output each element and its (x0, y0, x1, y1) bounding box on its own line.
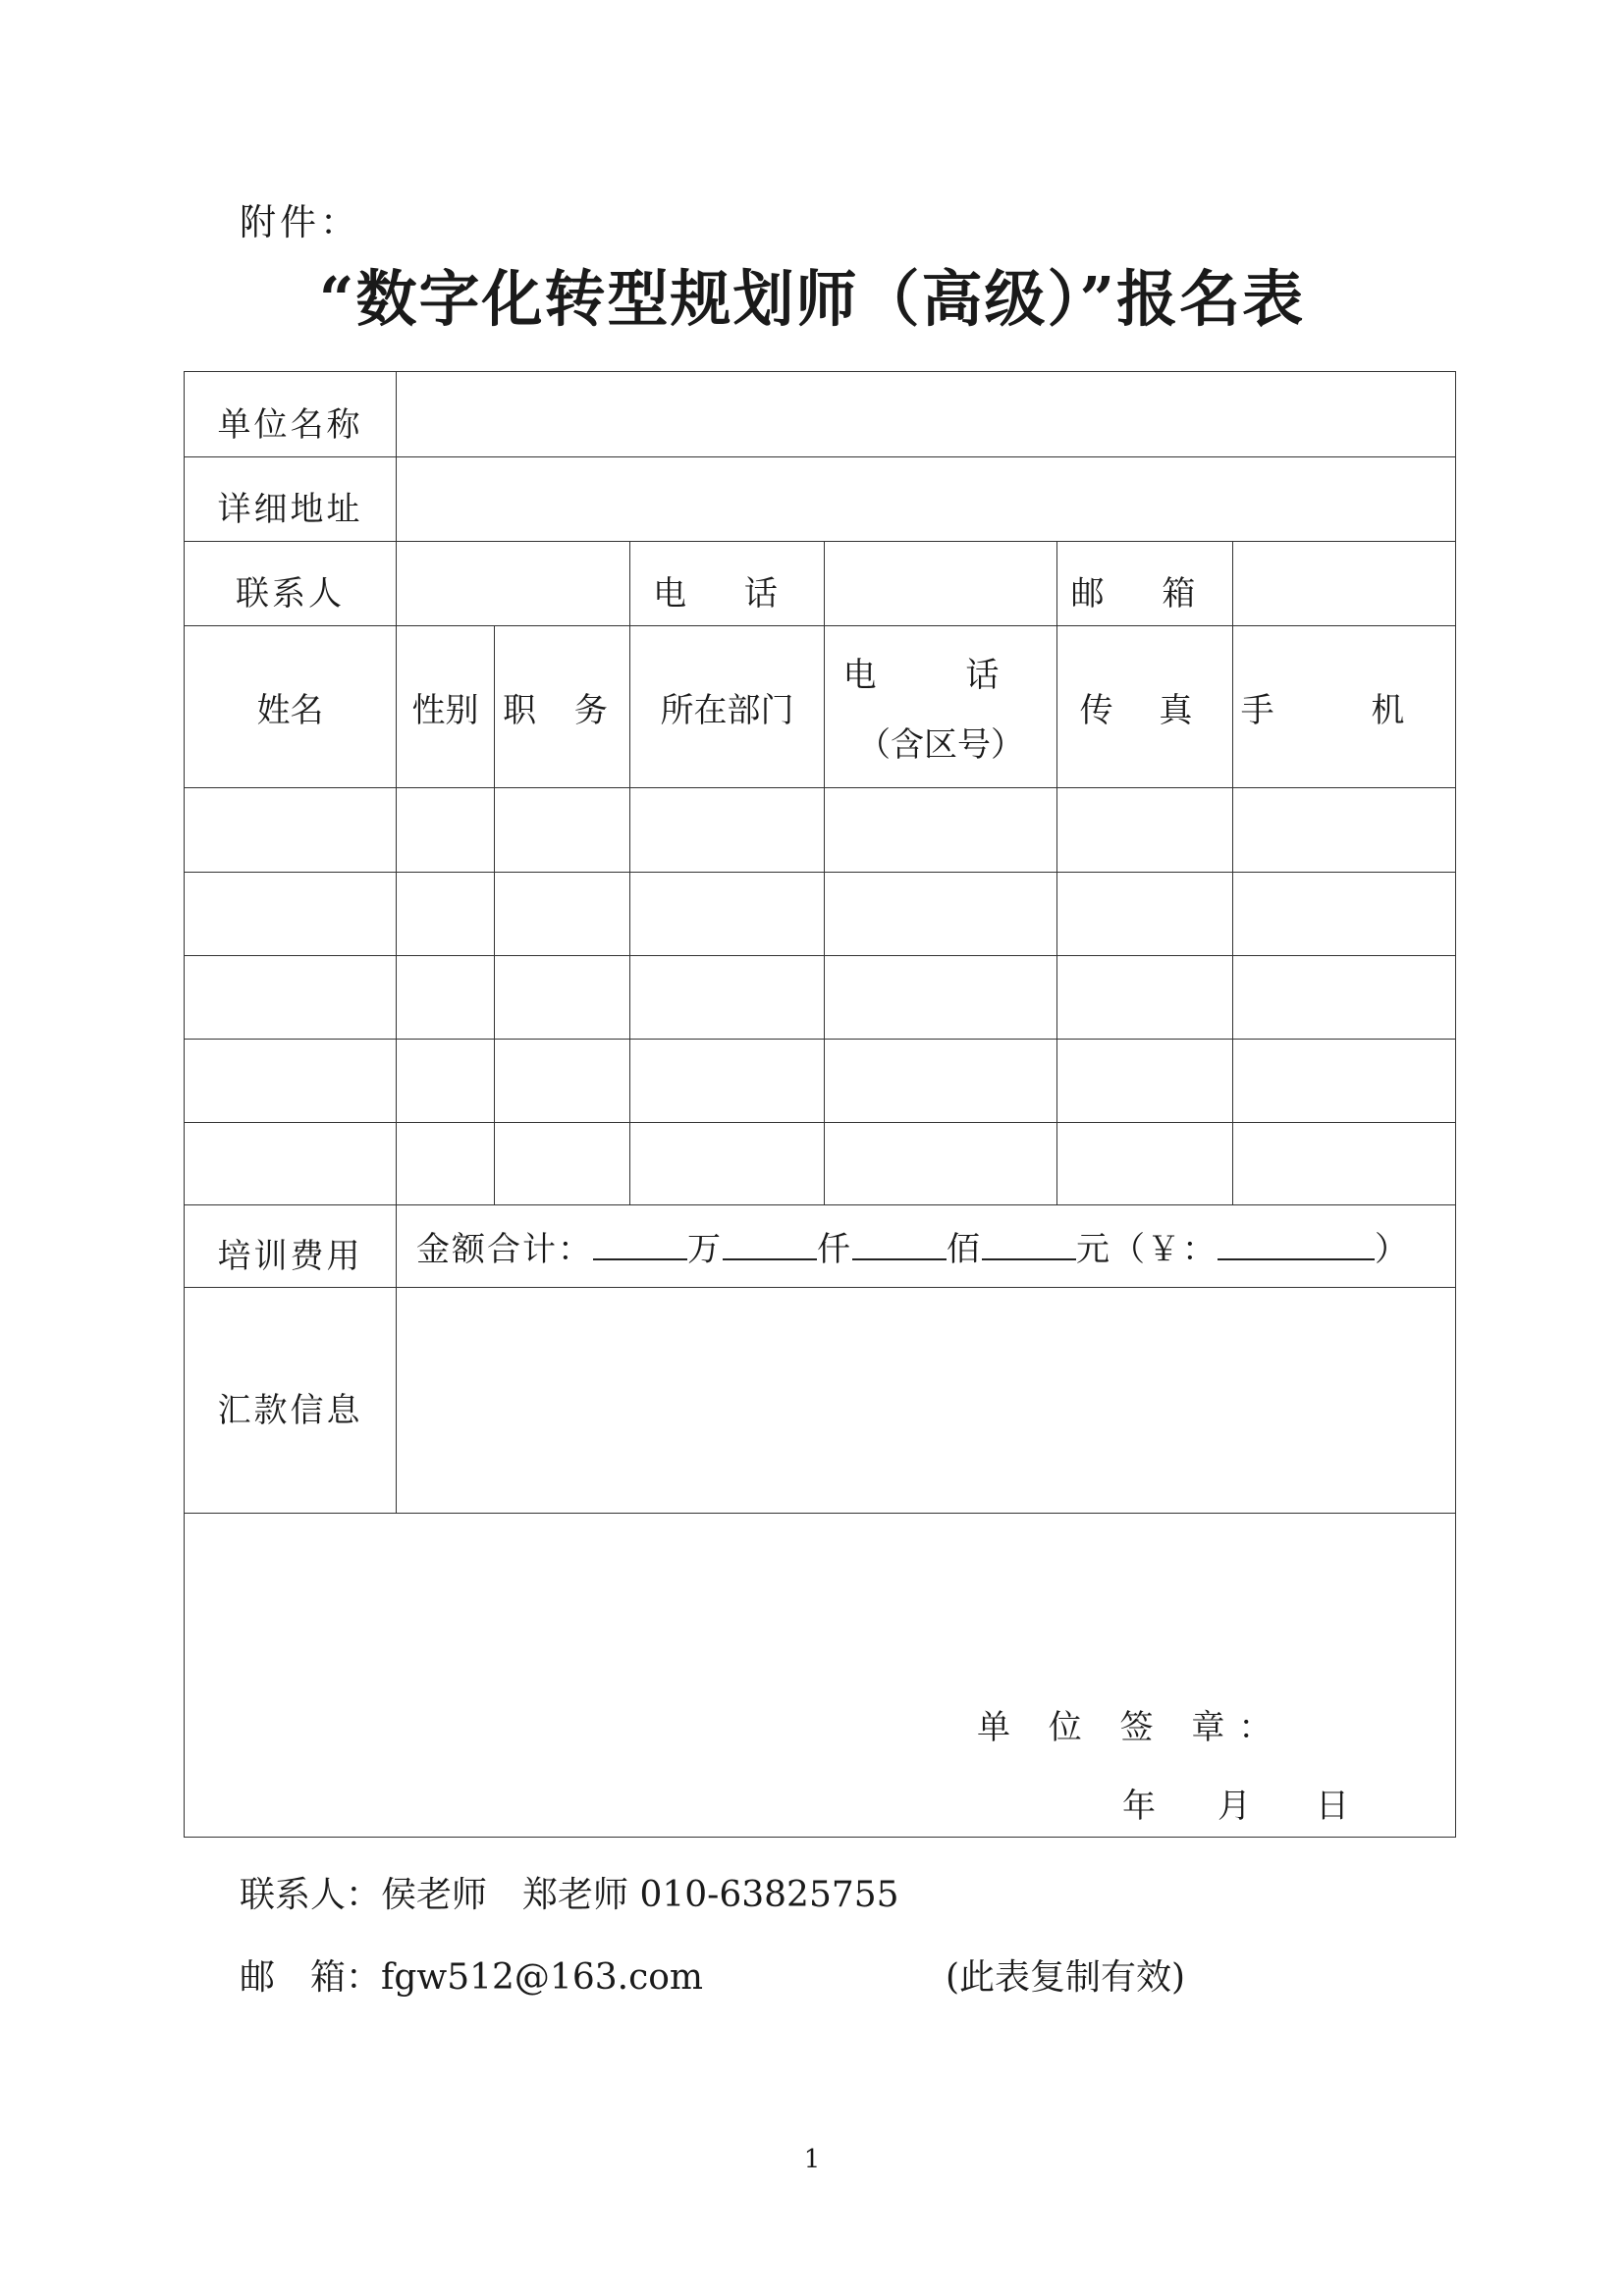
cell-fax[interactable] (1057, 873, 1233, 956)
cell-name[interactable] (185, 1123, 397, 1205)
fee-row (185, 1205, 1456, 1288)
address-field[interactable] (397, 457, 1456, 542)
cell-position[interactable] (495, 788, 630, 873)
fee-label: 培训费用 (185, 1205, 397, 1288)
cell-mobile[interactable] (1233, 788, 1456, 873)
fee-amount (397, 1205, 1456, 1288)
header-mobile: 手 机 (1233, 626, 1456, 788)
cell-mobile[interactable] (1233, 1123, 1456, 1205)
header-fax: 传 真 (1057, 626, 1233, 788)
cell-mobile[interactable] (1233, 873, 1456, 956)
cell-phone[interactable] (825, 956, 1057, 1040)
cell-gender[interactable] (397, 956, 495, 1040)
remit-label: 汇款信息 (185, 1288, 397, 1514)
table-row (185, 788, 1456, 873)
cell-mobile[interactable] (1233, 1040, 1456, 1123)
phone-label: 电 话 (630, 542, 825, 626)
org-name-field[interactable] (397, 372, 1456, 457)
cell-name[interactable] (185, 788, 397, 873)
wan-blank[interactable] (593, 1229, 687, 1260)
cell-name[interactable] (185, 956, 397, 1040)
seal-area (185, 1514, 1456, 1838)
cell-gender[interactable] (397, 1123, 495, 1205)
cell-position[interactable] (495, 873, 630, 956)
bai-blank[interactable] (852, 1229, 947, 1260)
cell-department[interactable] (630, 788, 825, 873)
qian-blank[interactable] (723, 1229, 817, 1260)
footer-email-line (240, 1949, 703, 2000)
contact-row (185, 542, 1456, 626)
date-year: 年 (1122, 1787, 1156, 1826)
fee-prefix: 金额合计： (416, 1230, 593, 1269)
fee-close: ） (1375, 1230, 1410, 1269)
address-row (185, 457, 1456, 542)
cell-phone[interactable] (825, 788, 1057, 873)
footer-email-label: 邮 箱： (240, 1957, 382, 1998)
cell-fax[interactable] (1057, 1123, 1233, 1205)
table-row (185, 956, 1456, 1040)
form-title: “数字化转型规划师（高级）”报名表 (318, 263, 1306, 335)
table-row (185, 1123, 1456, 1205)
header-position: 职 务 (495, 626, 630, 788)
org-name-label: 单位名称 (185, 372, 397, 457)
cell-position[interactable] (495, 956, 630, 1040)
footer-contact: 联系人：侯老师 郑老师 010-63825755 (240, 1875, 899, 1915)
cell-department[interactable] (630, 1123, 825, 1205)
cell-name[interactable] (185, 873, 397, 956)
total-blank[interactable] (1218, 1229, 1375, 1260)
address-label: 详细地址 (185, 457, 397, 542)
table-row (185, 1040, 1456, 1123)
header-phone (825, 626, 1057, 788)
cell-department[interactable] (630, 956, 825, 1040)
header-phone-line2: （含区号） (857, 725, 1024, 765)
footer-email[interactable]: fgw512@163.com (381, 1957, 704, 1998)
contact-field[interactable] (397, 542, 630, 626)
cell-phone[interactable] (825, 1123, 1057, 1205)
cell-gender[interactable] (397, 1040, 495, 1123)
fee-qian: 仟 (817, 1230, 852, 1269)
cell-phone[interactable] (825, 873, 1057, 956)
header-name: 姓名 (185, 626, 397, 788)
seal-row (185, 1514, 1456, 1838)
cell-fax[interactable] (1057, 956, 1233, 1040)
fee-yuan: 元（￥： (1076, 1230, 1218, 1269)
email-field[interactable] (1233, 542, 1456, 626)
registration-form-table (184, 371, 1456, 1838)
header-phone-line1: 电 话 (842, 656, 1039, 695)
cell-gender[interactable] (397, 788, 495, 873)
fee-wan: 万 (687, 1230, 723, 1269)
yuan-blank[interactable] (982, 1229, 1076, 1260)
date-month: 月 (1218, 1787, 1251, 1826)
cell-position[interactable] (495, 1123, 630, 1205)
header-gender: 性别 (397, 626, 495, 788)
page-number: 1 (803, 2145, 821, 2174)
table-row (185, 873, 1456, 956)
cell-position[interactable] (495, 1040, 630, 1123)
cell-department[interactable] (630, 1040, 825, 1123)
cell-mobile[interactable] (1233, 956, 1456, 1040)
header-row (185, 626, 1456, 788)
org-name-row (185, 372, 1456, 457)
cell-department[interactable] (630, 873, 825, 956)
email-label: 邮 箱 (1057, 542, 1233, 626)
cell-gender[interactable] (397, 873, 495, 956)
fee-bai: 佰 (947, 1230, 982, 1269)
cell-name[interactable] (185, 1040, 397, 1123)
remit-row (185, 1288, 1456, 1514)
cell-phone[interactable] (825, 1040, 1057, 1123)
remit-field[interactable] (397, 1288, 1456, 1514)
footer-note: (此表复制有效) (946, 1957, 1186, 1998)
cell-fax[interactable] (1057, 788, 1233, 873)
phone-field[interactable] (825, 542, 1057, 626)
date-day: 日 (1316, 1787, 1349, 1826)
contact-label: 联系人 (185, 542, 397, 626)
header-department: 所在部门 (630, 626, 825, 788)
attachment-label: 附件： (240, 201, 360, 243)
seal-label: 单 位 签 章： (977, 1708, 1286, 1747)
cell-fax[interactable] (1057, 1040, 1233, 1123)
